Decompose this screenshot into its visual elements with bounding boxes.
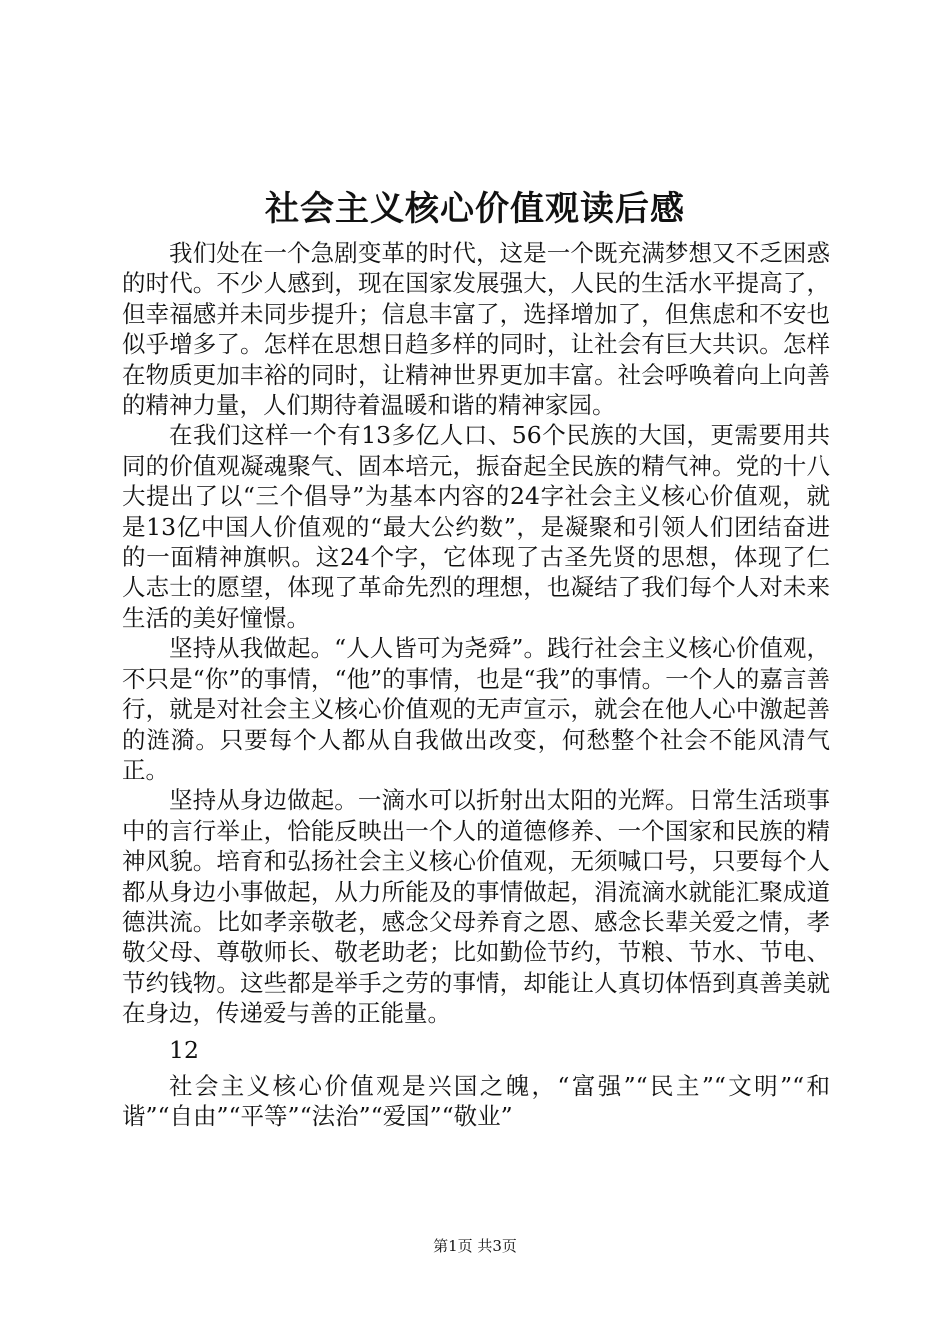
paragraph-4: 坚持从身边做起。一滴水可以折射出太阳的光辉。日常生活琐事中的言行举止，恰能反映出一个人的道德修养、一个国家和民族的精神风貌。培育和弘扬社会主义核心价值观，无须喊口号，只要每个人都从身边小事做起，从力所能及的事情做起，涓流滴水就能汇聚成道德洪流。比如孝亲敬老，感念父母养育之恩、感念长辈关爱之情，孝敬父母、尊敬师长、敬老助老；比如勤俭节约，节粮、节水、节电、节约钱物。这些都是举手之劳的事情，却能让人真切体悟到真善美就在身边，传递爱与善的正能量。	[122, 786, 830, 1028]
paragraph-2: 在我们这样一个有13多亿人口、56个民族的大国，更需要用共同的价值观凝魂聚气、固本培元，振奋起全民族的精气神。党的十八大提出了以“三个倡导”为基本内容的24字社会主义核心价值观，就是13亿中国人价值观的“最大公约数”，是凝聚和引领人们团结奋进的一面精神旗帜。这24个字，它体现了古圣先贤的思想，体现了仁人志士的愿望，体现了革命先烈的理想，也凝结了我们每个人对未来生活的美好憧憬。	[122, 421, 830, 632]
paragraph-3: 坚持从我做起。“人人皆可为尧舜”。践行社会主义核心价值观，不只是“你”的事情，“他”的事情，也是“我”的事情。一个人的嘉言善行，就是对社会主义核心价值观的无声宣示，就会在他人心中激起善的涟漪。只要每个人都从自我做出改变，何愁整个社会不能风清气正。	[122, 634, 830, 784]
document-body	[122, 238, 830, 1132]
document-title: 社会主义核心价值观读后感	[265, 189, 685, 229]
paragraph-5: 社会主义核心价值观是兴国之魄，“富强”“民主”“文明”“和谐”“自由”“平等”“法治”“爱国”“敬业”	[122, 1071, 830, 1131]
section-number: 12	[169, 1035, 199, 1064]
page-footer: 第1页 共3页	[433, 1237, 517, 1255]
paragraph-1: 我们处在一个急剧变革的时代，这是一个既充满梦想又不乏困惑的时代。不少人感到，现在国家发展强大，人民的生活水平提高了，但幸福感并未同步提升；信息丰富了，选择增加了，但焦虑和不安也似乎增多了。怎样在思想日趋多样的同时，让社会有巨大共识。怎样在物质更加丰裕的同时，让精神世界更加丰富。社会呼唤着向上向善的精神力量，人们期待着温暖和谐的精神家园。	[122, 239, 830, 420]
